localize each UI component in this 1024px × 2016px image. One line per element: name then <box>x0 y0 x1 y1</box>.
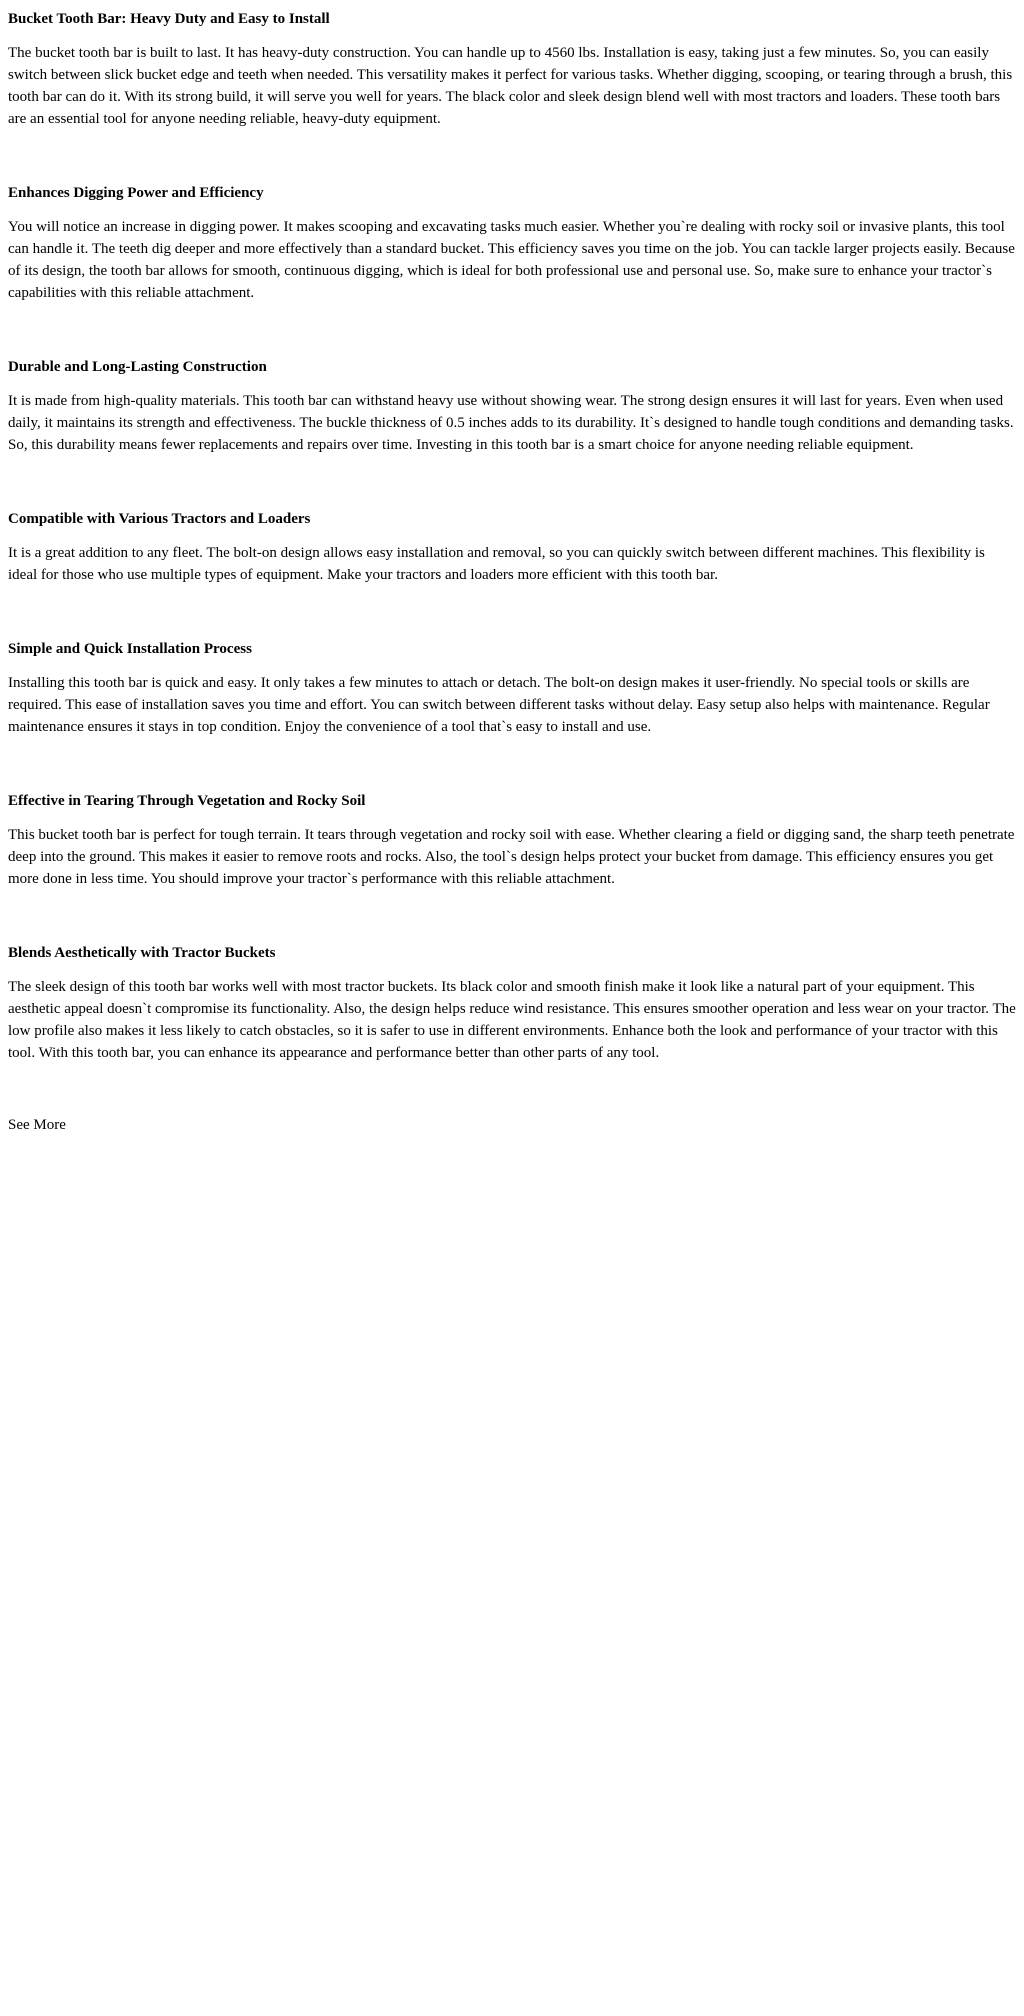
section-body: The bucket tooth bar is built to last. It has heavy-duty construction. You can handle up to 4560 lbs. Installation is easy, taking just a few minutes. So, you can easily switch between slick bucket edge and teeth when needed. This versatility makes it perfect for various tasks. Whether digging, scooping, or tearing through a brush, this tooth bar can do it. With its strong build, it will serve you well for years. The black color and sleek design blend well with most tractors and loaders. These tooth bars are an essential tool for anyone needing reliable, heavy-duty equipment. <box>8 45 1013 127</box>
section-body: This bucket tooth bar is perfect for tough terrain. It tears through vegetation and rocky soil with ease. Whether clearing a field or digging sand, the sharp teeth penetrate deep into the ground. This makes it easier to remove roots and rocks. Also, the tool`s design helps protect your bucket from damage. This efficiency ensures you get more done in less time. You should improve your tractor`s performance with this reliable attachment. <box>8 827 1015 887</box>
see-more-link[interactable]: See More <box>8 1117 66 1133</box>
section-body: It is a great addition to any fleet. The bolt-on design allows easy installation and removal, so you can quickly switch between different machines. This flexibility is ideal for those who use multiple types of equipment. Make your tractors and loaders more efficient with this tooth bar. <box>8 545 985 583</box>
section-heading: Blends Aesthetically with Tractor Buckets <box>8 945 276 961</box>
section-heading: Effective in Tearing Through Vegetation and Rocky Soil <box>8 793 366 809</box>
section-body: Installing this tooth bar is quick and easy. It only takes a few minutes to attach or detach. The bolt-on design makes it user-friendly. No special tools or skills are required. This ease of installation saves you time and effort. You can switch between different tasks without delay. Easy setup also helps with maintenance. Regular maintenance ensures it stays in top condition. Enjoy the convenience of a tool that`s easy to install and use. <box>8 675 990 735</box>
section-body: It is made from high-quality materials. This tooth bar can withstand heavy use without showing wear. The strong design ensures it will last for years. Even when used daily, it maintains its strength and effectiveness. The buckle thickness of 0.5 inches adds to its durability. It`s designed to handle tough conditions and demanding tasks. So, this durability means fewer replacements and repairs over time. Investing in this tooth bar is a smart choice for anyone needing reliable equipment. <box>8 393 1014 453</box>
section-heading: Enhances Digging Power and Efficiency <box>8 185 264 201</box>
section-installation <box>8 638 1016 738</box>
section-heading: Durable and Long-Lasting Construction <box>8 359 267 375</box>
section-heavy-duty <box>8 8 1016 130</box>
section-heading: Simple and Quick Installation Process <box>8 641 252 657</box>
section-durable <box>8 356 1016 456</box>
section-digging-power <box>8 182 1016 304</box>
section-aesthetics <box>8 942 1016 1064</box>
section-compatible <box>8 508 1016 586</box>
section-body: The sleek design of this tooth bar works well with most tractor buckets. Its black color and smooth finish make it look like a natural part of your equipment. This aesthetic appeal doesn`t compromise its functionality. Also, the design helps reduce wind resistance. This ensures smoother operation and less wear on your tractor. The low profile also makes it less likely to catch obstacles, so it is safer to use in different environments. Enhance both the look and performance of your tractor with this tool. With this tooth bar, you can enhance its appearance and performance better than other parts of any tool. <box>8 979 1016 1061</box>
section-heading: Compatible with Various Tractors and Loaders <box>8 511 311 527</box>
section-body: You will notice an increase in digging power. It makes scooping and excavating tasks much easier. Whether you`re dealing with rocky soil or invasive plants, this tool can handle it. The teeth dig deeper and more effectively than a standard bucket. This efficiency saves you time on the job. You can tackle larger projects easily. Because of its design, the tooth bar allows for smooth, continuous digging, which is ideal for both professional use and personal use. So, make sure to enhance your tractor`s capabilities with this reliable attachment. <box>8 219 1015 301</box>
section-heading: Bucket Tooth Bar: Heavy Duty and Easy to Install <box>8 11 330 27</box>
section-vegetation <box>8 790 1016 890</box>
